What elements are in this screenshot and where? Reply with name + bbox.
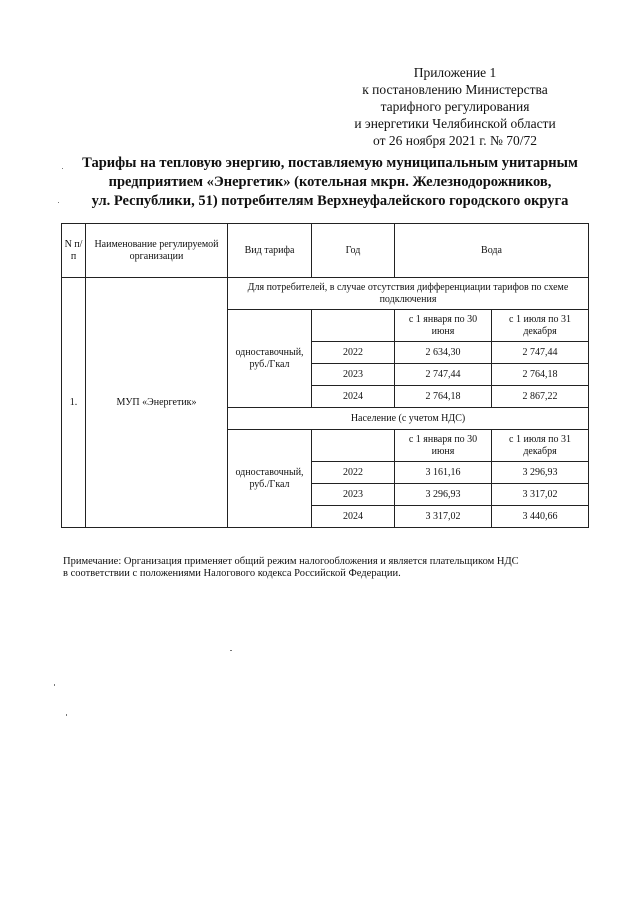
tariff-table bbox=[61, 223, 589, 528]
appendix-line: тарифного регулирования bbox=[380, 99, 530, 114]
period-second-half: с 1 июля по 31 декабря bbox=[492, 310, 589, 342]
value-cell: 2 747,44 bbox=[492, 342, 589, 364]
year-cell: 2023 bbox=[312, 364, 395, 386]
scan-speck bbox=[66, 714, 67, 716]
footnote bbox=[63, 556, 603, 580]
appendix-block bbox=[330, 64, 580, 149]
scan-speck bbox=[58, 202, 59, 203]
period-second-half: с 1 июля по 31 декабря bbox=[492, 430, 589, 462]
row-number: 1. bbox=[62, 278, 86, 528]
table-header-row bbox=[62, 224, 589, 278]
header-tariff-type: Вид тарифа bbox=[228, 224, 312, 278]
scan-speck bbox=[230, 650, 232, 651]
appendix-line: от 26 ноября 2021 г. № 70/72 bbox=[373, 133, 537, 148]
year-cell: 2024 bbox=[312, 506, 395, 528]
value-cell: 2 747,44 bbox=[395, 364, 492, 386]
value-cell: 2 634,30 bbox=[395, 342, 492, 364]
appendix-line: к постановлению Министерства bbox=[362, 82, 548, 97]
group-label: Население (с учетом НДС) bbox=[228, 408, 589, 430]
value-cell: 2 764,18 bbox=[395, 386, 492, 408]
year-cell: 2022 bbox=[312, 462, 395, 484]
document-title bbox=[60, 154, 600, 211]
header-water: Вода bbox=[395, 224, 589, 278]
empty-cell bbox=[312, 430, 395, 462]
period-first-half: с 1 января по 30 июня bbox=[395, 430, 492, 462]
value-cell: 3 317,02 bbox=[395, 506, 492, 528]
appendix-line: и энергетики Челябинской области bbox=[354, 116, 556, 131]
tariff-type: одноставочный, руб./Гкал bbox=[228, 430, 312, 528]
value-cell: 3 296,93 bbox=[492, 462, 589, 484]
tariff-type: одноставочный, руб./Гкал bbox=[228, 310, 312, 408]
scan-speck bbox=[62, 168, 63, 169]
title-line: ул. Республики, 51) потребителям Верхнеуфалейского городского округа bbox=[91, 193, 569, 209]
appendix-line: Приложение 1 bbox=[413, 65, 497, 80]
year-cell: 2024 bbox=[312, 386, 395, 408]
organization-name: МУП «Энергетик» bbox=[86, 278, 228, 528]
period-first-half: с 1 января по 30 июня bbox=[395, 310, 492, 342]
value-cell: 3 317,02 bbox=[492, 484, 589, 506]
group-label-row bbox=[62, 278, 589, 310]
scan-speck bbox=[54, 684, 55, 686]
value-cell: 2 867,22 bbox=[492, 386, 589, 408]
title-line: предприятием «Энергетик» (котельная мкрн. Железнодорожников, bbox=[108, 174, 552, 190]
footnote-line: в соответствии с положениями Налогового кодекса Российской Федерации. bbox=[63, 568, 401, 579]
value-cell: 3 440,66 bbox=[492, 506, 589, 528]
empty-cell bbox=[312, 310, 395, 342]
header-organization: Наименование регулируемой организации bbox=[86, 224, 228, 278]
header-number: N п/п bbox=[62, 224, 86, 278]
title-line: Тарифы на тепловую энергию, поставляемую муниципальным унитарным bbox=[82, 155, 578, 171]
footnote-line: Примечание: Организация применяет общий режим налогообложения и является плательщиком НДС bbox=[63, 556, 519, 567]
value-cell: 3 161,16 bbox=[395, 462, 492, 484]
year-cell: 2023 bbox=[312, 484, 395, 506]
value-cell: 2 764,18 bbox=[492, 364, 589, 386]
value-cell: 3 296,93 bbox=[395, 484, 492, 506]
group-label: Для потребителей, в случае отсутствия дифференциации тарифов по схеме подключения bbox=[228, 278, 589, 310]
year-cell: 2022 bbox=[312, 342, 395, 364]
header-year: Год bbox=[312, 224, 395, 278]
